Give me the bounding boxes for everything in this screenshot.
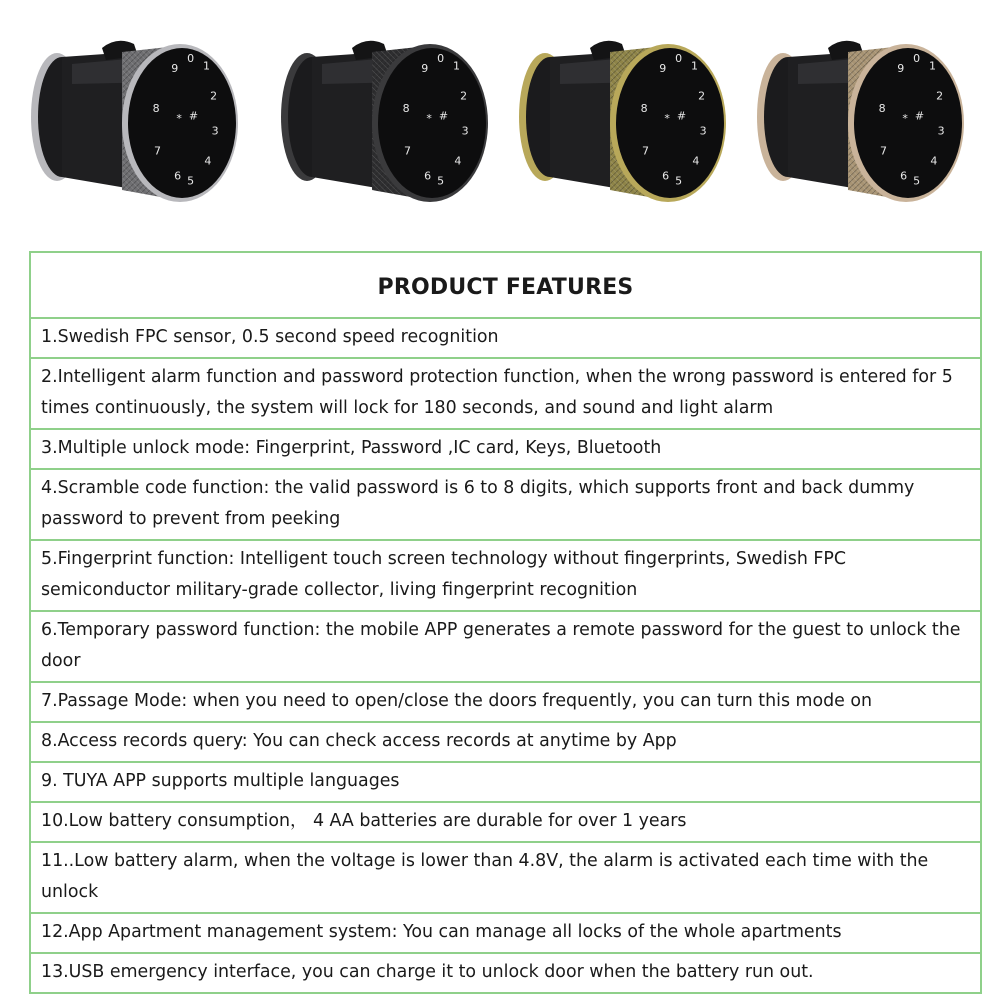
feature-row: 10.Low battery consumption， 4 AA batteries are durable for over 1 years [31,803,980,843]
bronze-lock-drawing [500,22,735,212]
keypad-key-label: # [914,109,925,123]
keypad-key-label: 6 [662,169,670,183]
feature-row: 11..Low battery alarm, when the voltage is lower than 4.8V, the alarm is activated each time with the unlock [31,843,980,914]
keypad-key-label: * [426,112,432,125]
feature-row: 2.Intelligent alarm function and password protection function, when the wrong password is entered for 5 times continuously, the system will lock for 180 seconds, and sound and light alarm [31,359,980,430]
keypad-key-label: 8 [640,102,648,115]
keypad-key-label: 1 [928,59,936,73]
champagne-lock-drawing [738,22,973,212]
keypad-key-label: 7 [880,144,888,158]
features-table [29,251,982,994]
keypad-key-label: 9 [421,62,429,75]
keypad-key-label: 5 [437,174,445,188]
keypad-key-label: 4 [692,154,700,168]
feature-row: 8.Access records query: You can check access records at anytime by App [31,723,980,763]
keypad-key-label: 4 [204,154,212,168]
keypad-key-label: 0 [437,52,445,65]
keypad-key-label: 2 [698,89,706,103]
keypad-key-label: * [902,112,908,125]
keypad-key-label: 4 [454,154,462,168]
features-title: PRODUCT FEATURES [31,253,980,319]
lock-image-champagne [738,22,973,212]
keypad-key-label: 1 [202,59,210,73]
keypad-key-label: 8 [152,102,160,115]
keypad-key-label: 7 [642,144,650,158]
keypad-key-label: 5 [675,174,683,188]
keypad-key-label: 0 [675,52,683,65]
keypad-key-label: 7 [154,144,162,158]
keypad-key-label: 6 [174,169,182,183]
product-images-row [0,0,1000,230]
feature-row: 5.Fingerprint function: Intelligent touch screen technology without fingerprints, Swedish FPC semiconductor military-grade collector, living fingerprint recognition [31,541,980,612]
keypad-key-label: 9 [171,62,179,75]
keypad-key-label: * [176,112,182,125]
keypad-key-label: 2 [460,89,468,103]
keypad-key-label: 9 [659,62,667,75]
keypad-key-label: * [664,112,670,125]
keypad-key-label: 3 [211,124,219,138]
keypad-key-label: 5 [187,174,195,188]
feature-row: 6.Temporary password function: the mobile APP generates a remote password for the guest to unlock the door [31,612,980,683]
keypad-face-shape [616,48,724,198]
keypad-key-label: 7 [404,144,412,158]
feature-row: 12.App Apartment management system: You can manage all locks of the whole apartments [31,914,980,954]
lock-image-bronze [500,22,735,212]
keypad-key-label: 5 [913,174,921,188]
keypad-key-label: 8 [402,102,410,115]
keypad-key-label: 6 [424,169,432,183]
keypad-key-label: 3 [461,124,469,138]
feature-row: 7.Passage Mode: when you need to open/close the doors frequently, you can turn this mode on [31,683,980,723]
keypad-face-shape [854,48,962,198]
feature-row: 1.Swedish FPC sensor, 0.5 second speed recognition [31,319,980,359]
keypad-key-label: 8 [878,102,886,115]
keypad-key-label: 6 [900,169,908,183]
silver-lock-drawing [12,22,247,212]
keypad-key-label: 2 [210,89,218,103]
feature-row: 4.Scramble code function: the valid password is 6 to 8 digits, which supports front and back dummy password to prevent from peeking [31,470,980,541]
keypad-face-shape [378,48,486,198]
keypad-key-label: 3 [937,124,945,138]
keypad-key-label: 0 [913,52,921,65]
lock-image-silver [12,22,247,212]
keypad-key-label: 0 [187,52,195,65]
keypad-key-label: 9 [897,62,905,75]
keypad-key-label: # [438,109,449,123]
keypad-key-label: 1 [452,59,460,73]
keypad-face-shape [128,48,236,198]
keypad-key-label: 3 [699,124,707,138]
feature-row: 13.USB emergency interface, you can charge it to unlock door when the battery run out. [41,962,814,982]
feature-row: 3.Multiple unlock mode: Fingerprint, Password ,IC card, Keys, Bluetooth [31,430,980,470]
keypad-key-label: 1 [690,59,698,73]
black-lock-drawing [262,22,497,212]
keypad-key-label: # [188,109,199,123]
keypad-key-label: 2 [936,89,944,103]
keypad-key-label: # [676,109,687,123]
keypad-key-label: 4 [930,154,938,168]
lock-image-black [262,22,497,212]
feature-row: 9. TUYA APP supports multiple languages [31,763,980,803]
